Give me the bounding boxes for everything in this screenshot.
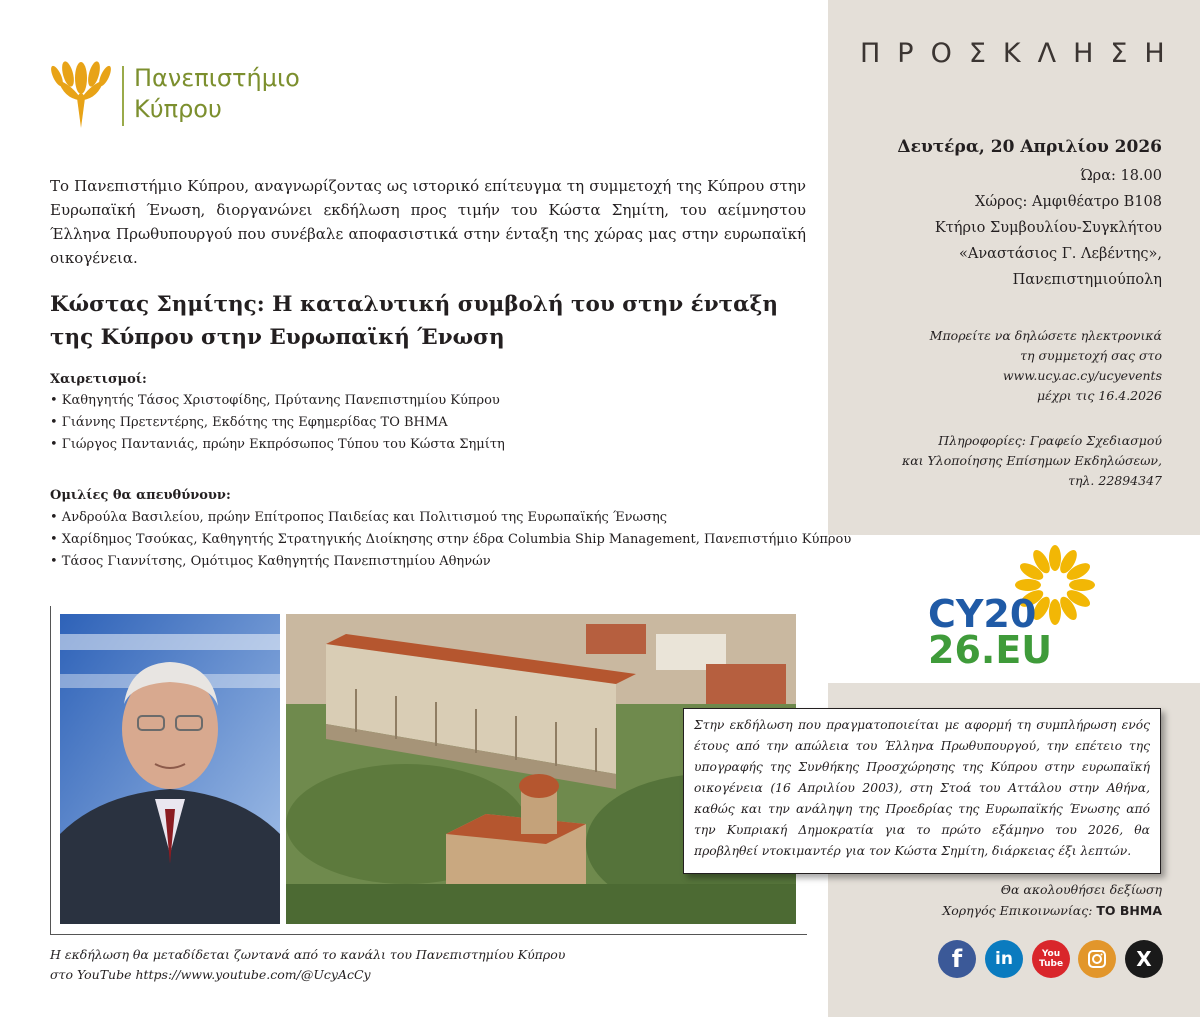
registration-note: Μπορείτε να δηλώσετε ηλεκτρονικά τη συμμετοχή σας στο www.ucy.ac.cy/ucyevents μέχρι τις 16.4.2026: [929, 328, 1162, 403]
registration-link[interactable]: www.ucy.ac.cy/ucyevents: [1002, 368, 1162, 383]
instagram-icon[interactable]: [1078, 940, 1116, 978]
event-building: Κτήριο Συμβουλίου-Συγκλήτου: [934, 220, 1162, 236]
event-subtitle: Κώστας Σημίτης: Η καταλυτική συμβολή του στην ένταξη της Κύπρου στην Ευρωπαϊκή Ένωση: [50, 292, 778, 350]
event-date: Δευτέρα, 20 Απριλίου 2026: [897, 137, 1162, 157]
speaker-item: • Τάσος Γιαννίτσης, Ομότιμος Καθηγητής Πανεπιστημίου Αθηνών: [50, 554, 491, 569]
portrait-photo: [60, 614, 280, 924]
intro-paragraph: Το Πανεπιστήμιο Κύπρου, αναγνωρίζοντας ως ιστορικό επίτευγμα τη συμμετοχή της Κύπρου στην Ευρωπαϊκή Ένωση, διοργανώνει εκδήλωση προς τιμήν του Κώστα Σημίτη, του αείμνηστου Έλληνα Πρωθυπουργού που συνέβαλε αποφασιστικά στην ένταξη της χώρας μας στην ευρωπαϊκή οικογένεια.: [50, 177, 806, 267]
reception-note: Θα ακολουθήσει δεξίωση: [1000, 882, 1162, 897]
greeting-item: • Γιώργος Παντανιάς, πρώην Εκπρόσωπος Τύπου του Κώστα Σημίτη: [50, 437, 505, 452]
speaker-item: • Ανδρούλα Βασιλείου, πρώην Επίτροπος Παιδείας και Πολιτισμού της Ευρωπαϊκής Ένωσης: [50, 510, 668, 525]
info-contact: Πληροφορίες: Γραφείο Σχεδιασμού και Υλοποίησης Επίσημων Εκδηλώσεων, τηλ. 22894347: [902, 433, 1162, 488]
event-building-name: «Αναστάσιος Γ. Λεβέντης»,: [959, 246, 1162, 262]
greeting-item: • Καθηγητής Τάσος Χριστοφίδης, Πρύτανης Πανεπιστημίου Κύπρου: [50, 393, 500, 408]
greeting-item: • Γιάννης Πρετεντέρης, Εκδότης της Εφημερίδας ΤΟ ΒΗΜΑ: [50, 415, 448, 430]
invitation-title: ΠΡΟΣΚΛΗΣΗ: [860, 38, 1182, 69]
logo-divider: [122, 66, 124, 126]
linkedin-icon[interactable]: in: [985, 940, 1023, 978]
event-time: Ώρα: 18.00: [1080, 168, 1162, 184]
university-name: Πανεπιστήμιο Κύπρου: [134, 64, 300, 123]
documentary-info-box: Στην εκδήλωση που πραγματοποιείται με αφορμή τη συμπλήρωση ενός έτους από την απώλεια του Έλληνα Πρωθυπουργού, την επέτειο της υπογραφής της Συνθήκης Προσχώρησης της Κύπρου στην ευρωπαϊκή οικογένεια (16 Απριλίου 2003), στη Στοά του Αττάλου στην Αθήνα, καθώς και την ανάληψη της Προεδρίας της Ευρωπαϊκής Ένωσης από την Κυπριακή Δημοκρατία για το πρώτο εξάμηνο του 2026, θα προβληθεί ντοκιμαντέρ για τον Κώστα Σημίτη, διάρκειας έξι λεπτών.: [683, 708, 1161, 874]
event-venue: Χώρος: Αμφιθέατρο Β108: [975, 194, 1162, 210]
university-emblem-icon: [50, 58, 112, 128]
media-sponsor: Χορηγός Επικοινωνίας: ΤΟ ΒΗΜΑ: [942, 903, 1162, 918]
greetings-heading: Χαιρετισμοί:: [50, 372, 147, 387]
livestream-note: Η εκδήλωση θα μεταδίδεται ζωντανά από το κανάλι του Πανεπιστημίου Κύπρου στο YouTube https://www.youtube.com/@UcyAcCy: [50, 947, 566, 982]
speakers-heading: Ομιλίες θα απευθύνουν:: [50, 488, 231, 503]
x-icon[interactable]: X: [1125, 940, 1163, 978]
facebook-icon[interactable]: f: [938, 940, 976, 978]
speaker-item: • Χαρίδημος Τσούκας, Καθηγητής Στρατηγικής Διοίκησης στην έδρα Columbia Ship Management, Πανεπιστήμιο Κύπρου: [50, 532, 852, 547]
youtube-icon[interactable]: You Tube: [1032, 940, 1070, 978]
cy2026-logo-text: CY20 26.EU: [928, 592, 1053, 672]
event-campus: Πανεπιστημιούπολη: [1012, 272, 1162, 288]
